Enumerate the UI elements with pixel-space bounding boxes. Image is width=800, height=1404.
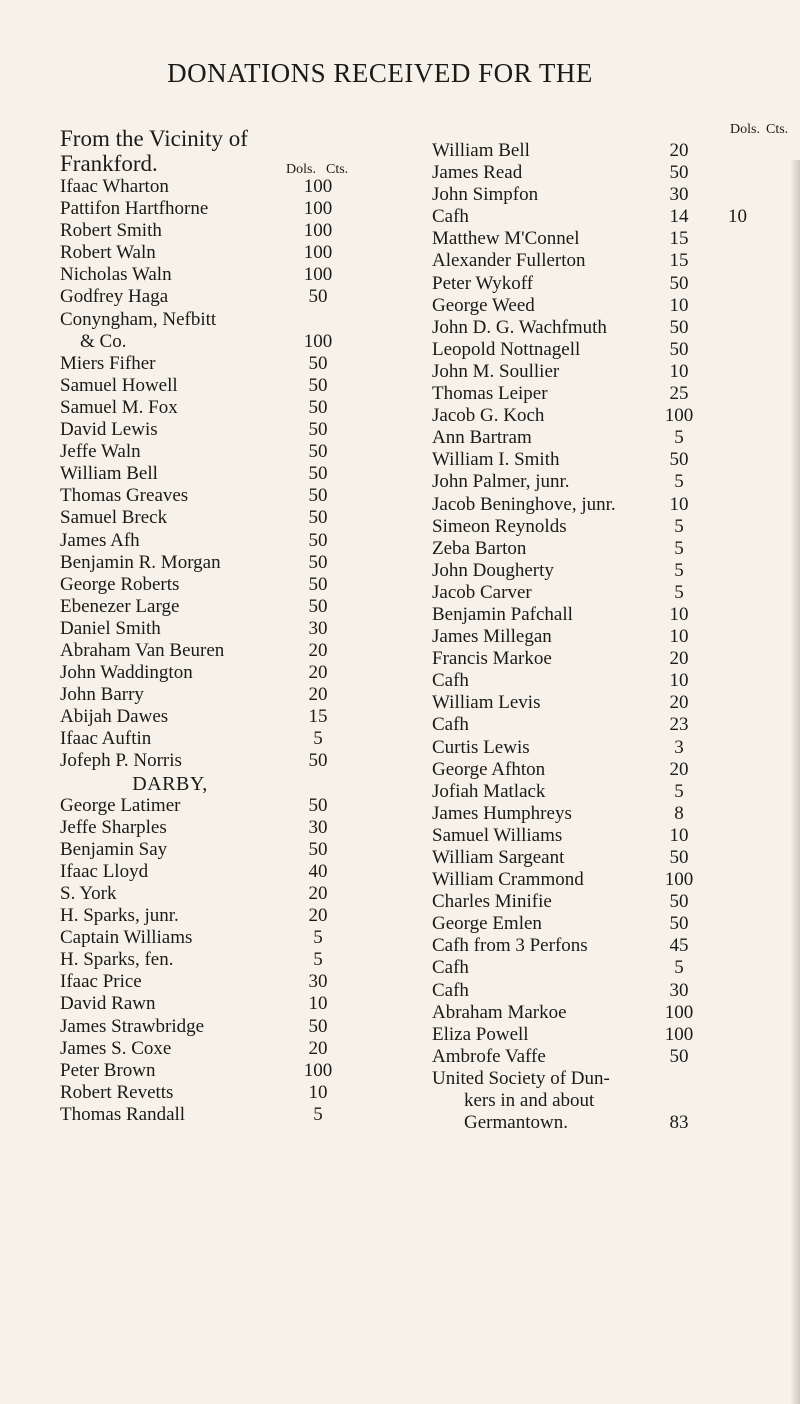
donor-name: Samuel M. Fox: [60, 396, 178, 418]
donation-amount: 50: [308, 352, 328, 374]
donor-name: Thomas Randall: [60, 1103, 186, 1125]
donation-amount: 20: [669, 758, 689, 780]
donor-name: S. York: [60, 883, 117, 904]
donation-amount: 20: [308, 639, 328, 661]
donor-name: Jeffe Waln: [60, 441, 141, 463]
donation-row: [60, 552, 400, 574]
donation-row: [408, 140, 800, 162]
donation-amount: 10: [669, 493, 689, 515]
donation-amount: 8: [674, 802, 684, 824]
donation-row: [408, 1112, 800, 1134]
donation-amount: 50: [308, 419, 328, 441]
donor-name: Samuel Howell: [60, 374, 178, 396]
donation-amount: 50: [308, 286, 328, 308]
donation-amount: 25: [669, 383, 689, 405]
donation-row: [60, 309, 400, 331]
donor-name: Benjamin Pafchall: [432, 603, 573, 625]
donor-name: James Afh: [60, 529, 140, 551]
donation-amount: 50: [308, 441, 328, 463]
donation-row: [60, 264, 400, 286]
donation-row: [60, 684, 400, 706]
donation-amount: 50: [669, 338, 689, 360]
donor-name: Abraham Van Beuren: [60, 639, 225, 661]
donation-row: [60, 1104, 400, 1126]
donation-row: [408, 913, 800, 935]
donation-amount: 15: [669, 250, 689, 272]
donation-amount: 20: [308, 905, 328, 927]
donation-row: [408, 714, 800, 736]
donor-name: David Lewis: [60, 419, 158, 441]
donor-name: Peter Wykoff: [432, 272, 534, 294]
donation-amount: 100: [664, 869, 694, 891]
donor-name: John Barry: [60, 684, 144, 706]
donor-name: Ann Bartram: [432, 427, 532, 449]
donation-row: [60, 1082, 400, 1104]
donation-row: [60, 286, 400, 308]
donation-row: [408, 184, 800, 206]
donor-name: Cafh: [432, 670, 469, 692]
donation-row: [60, 905, 400, 927]
donor-name: United Society of Dun-: [432, 1067, 610, 1089]
donation-row: [60, 1060, 400, 1082]
donation-amount: 5: [674, 515, 684, 537]
donation-row: [60, 463, 400, 485]
donation-row: [60, 375, 400, 397]
donor-name: John Waddington: [60, 662, 193, 684]
donation-row: [408, 471, 800, 493]
donation-row: [408, 935, 800, 957]
donor-name: Captain Williams: [60, 927, 193, 949]
donation-row: [408, 1090, 800, 1112]
donation-row: [408, 869, 800, 891]
donor-name: H. Sparks, fen.: [60, 949, 174, 971]
donor-name: William Bell: [60, 463, 158, 485]
donor-name: James S. Coxe: [60, 1037, 172, 1059]
donor-name: Germantown.: [464, 1112, 568, 1134]
donation-row: [60, 530, 400, 552]
dollars-label: Dols.: [730, 122, 760, 137]
donation-amount: 23: [669, 714, 689, 736]
donation-amount: 50: [669, 272, 689, 294]
donation-amount: 50: [308, 595, 328, 617]
donor-name: Jacob Beninghove, junr.: [432, 493, 616, 515]
donation-amount: 40: [308, 860, 328, 882]
donation-amount: 50: [308, 463, 328, 485]
donation-amount: 100: [664, 1001, 694, 1023]
donor-name: George Emlen: [432, 913, 542, 935]
donor-name: Robert Smith: [60, 220, 162, 242]
donation-row: [60, 485, 400, 507]
donor-name: Eliza Powell: [432, 1023, 529, 1045]
donor-name: John Dougherty: [432, 559, 554, 581]
donation-row: [60, 331, 400, 353]
donation-row: [408, 803, 800, 825]
donation-row: [60, 242, 400, 264]
donor-name: Peter Brown: [60, 1059, 156, 1081]
donation-row: [408, 538, 800, 560]
donor-name: Thomas Leiper: [432, 383, 548, 405]
donation-amount: 10: [669, 626, 689, 648]
donation-amount: 3: [674, 736, 684, 758]
donation-row: [60, 927, 400, 949]
donor-name: Curtis Lewis: [432, 736, 530, 758]
donation-amount: 50: [669, 891, 689, 913]
donor-name: William I. Smith: [432, 449, 560, 471]
donation-amount: 30: [308, 617, 328, 639]
donation-row: [408, 383, 800, 405]
donation-amount: 50: [308, 507, 328, 529]
donation-row: [408, 1002, 800, 1024]
donation-row: [408, 206, 800, 228]
donor-name: Simeon Reynolds: [432, 515, 567, 537]
donation-row: [408, 891, 800, 913]
donor-name: Cafh: [432, 957, 469, 979]
donor-name: & Co.: [80, 330, 127, 352]
donor-name: James Humphreys: [432, 802, 572, 824]
donation-row: [408, 516, 800, 538]
donation-amount: 5: [313, 949, 323, 971]
donor-name: James Read: [432, 162, 523, 184]
donation-amount: 100: [303, 198, 333, 220]
donor-name: H. Sparks, junr.: [60, 905, 179, 927]
donation-row: [60, 618, 400, 640]
donation-amount: 50: [308, 1015, 328, 1037]
donation-row: [408, 825, 800, 847]
donation-amount: 50: [308, 750, 328, 772]
donation-row: [60, 353, 400, 375]
donation-amount: 5: [674, 581, 684, 603]
donation-row: [408, 737, 800, 759]
donor-name: Godfrey Haga: [60, 286, 169, 308]
donation-amount: 30: [669, 184, 689, 206]
donation-amount: 10: [669, 670, 689, 692]
donor-name: James Strawbridge: [60, 1015, 205, 1037]
section-subheading: [60, 773, 400, 795]
donor-name: Robert Revetts: [60, 1081, 174, 1103]
donation-row: [408, 228, 800, 250]
left-column: [60, 126, 400, 1126]
donor-name: Benjamin R. Morgan: [60, 551, 221, 573]
donation-row: [408, 361, 800, 383]
donation-row: [408, 250, 800, 272]
donor-name: George Afhton: [432, 758, 546, 780]
donor-name: Francis Markoe: [432, 648, 552, 670]
donor-name: William Sargeant: [432, 847, 565, 868]
donation-row: [60, 839, 400, 861]
donor-name: Jofeph P. Norris: [60, 750, 182, 772]
donation-row: [60, 971, 400, 993]
donor-name: Cafh: [432, 714, 469, 736]
dollars-label: Dols.: [286, 162, 316, 177]
donation-row: [60, 993, 400, 1015]
donation-amount: 50: [669, 162, 689, 184]
donation-amount: 20: [308, 1037, 328, 1059]
donor-name: Abijah Dawes: [60, 706, 169, 728]
donation-row: [408, 604, 800, 626]
donation-row: [60, 176, 400, 198]
donation-row: [408, 670, 800, 692]
donation-amount: 15: [308, 706, 328, 728]
donation-cents: 10: [728, 206, 747, 228]
donation-row: [60, 817, 400, 839]
donation-amount: 5: [313, 927, 323, 949]
donation-amount: 14: [669, 206, 689, 228]
donation-row: [408, 560, 800, 582]
donor-name: Miers Fifher: [60, 352, 156, 374]
donation-amount: 50: [308, 794, 328, 816]
donation-amount: 50: [308, 485, 328, 507]
donation-row: [60, 198, 400, 220]
donation-amount: 50: [308, 838, 328, 860]
donation-row: [60, 220, 400, 242]
donor-name: Benjamin Say: [60, 838, 168, 860]
donor-name: Cafh: [432, 206, 469, 228]
donor-name: John M. Soullier: [432, 360, 560, 382]
donation-row: [408, 494, 800, 516]
donor-name: Ifaac Price: [60, 971, 142, 993]
donor-name: David Rawn: [60, 993, 156, 1015]
donation-amount: 20: [669, 140, 689, 161]
donation-row: [60, 419, 400, 441]
donation-amount: 5: [674, 427, 684, 449]
donor-name: William Levis: [432, 692, 541, 714]
donation-row: [60, 596, 400, 618]
donor-name: Nicholas Waln: [60, 264, 172, 286]
donation-row: [408, 759, 800, 781]
donor-name: kers in and about: [464, 1090, 595, 1112]
donor-name: Ebenezer Large: [60, 595, 180, 617]
donation-amount: 50: [669, 847, 689, 868]
donor-name: George Roberts: [60, 573, 180, 595]
donation-amount: 20: [669, 692, 689, 714]
donation-amount: 50: [669, 449, 689, 471]
donation-row: [60, 662, 400, 684]
page-edge-shadow: [790, 160, 800, 1404]
donation-row: [408, 957, 800, 979]
donation-amount: 100: [303, 242, 333, 264]
donation-amount: 5: [674, 559, 684, 581]
donation-amount: 100: [303, 330, 333, 352]
donation-amount: 100: [664, 1023, 694, 1045]
donation-row: [408, 692, 800, 714]
donor-name: James Millegan: [432, 626, 552, 648]
donor-name: John Palmer, junr.: [432, 471, 570, 493]
donor-name: Pattifon Hartfhorne: [60, 198, 209, 220]
donation-amount: 50: [308, 529, 328, 551]
donor-name: John Simpfon: [432, 184, 539, 206]
donation-row: [408, 626, 800, 648]
donation-amount: 30: [308, 971, 328, 993]
donation-amount: 20: [308, 883, 328, 904]
donation-row: [60, 397, 400, 419]
donation-row: [60, 574, 400, 596]
donation-amount: 20: [308, 684, 328, 706]
donation-amount: 50: [308, 396, 328, 418]
donation-amount: 50: [669, 913, 689, 935]
donation-row: [60, 883, 400, 905]
donor-name: Alexander Fullerton: [432, 250, 586, 272]
donation-amount: 5: [313, 1103, 323, 1125]
donation-row: [408, 427, 800, 449]
donor-name: Ambrofe Vaffe: [432, 1045, 546, 1067]
donation-amount: 100: [303, 1059, 333, 1081]
donation-amount: 5: [674, 780, 684, 802]
donor-name: John D. G. Wachfmuth: [432, 316, 607, 338]
donor-name: Zeba Barton: [432, 537, 527, 559]
donation-amount: 50: [308, 551, 328, 573]
donation-amount: 10: [669, 294, 689, 316]
donation-amount: 20: [308, 662, 328, 684]
donation-row: [408, 1068, 800, 1090]
donation-row: [408, 339, 800, 361]
donor-name: George Weed: [432, 294, 535, 316]
donation-row: [60, 507, 400, 529]
donation-row: [408, 847, 800, 869]
donation-row: [408, 1046, 800, 1068]
donation-row: [408, 781, 800, 803]
donation-amount: 10: [669, 824, 689, 846]
donor-name: Thomas Greaves: [60, 485, 189, 507]
subheading-text: DARBY,: [132, 772, 208, 795]
donor-name: George Latimer: [60, 794, 181, 816]
donor-name: Samuel Breck: [60, 507, 168, 529]
donation-row: [408, 980, 800, 1002]
donation-amount: 100: [303, 264, 333, 286]
right-column: [408, 122, 800, 1134]
donor-name: Matthew M'Connel: [432, 228, 580, 250]
cents-label: Cts.: [766, 122, 789, 137]
donor-name: Jacob G. Koch: [432, 405, 545, 427]
donor-name: Leopold Nottnagell: [432, 338, 581, 360]
donation-row: [60, 861, 400, 883]
donation-amount: 50: [669, 316, 689, 338]
donation-row: [60, 728, 400, 750]
donation-amount: 50: [308, 374, 328, 396]
donor-name: Jeffe Sharples: [60, 816, 167, 838]
donation-row: [60, 1016, 400, 1038]
donation-row: [408, 648, 800, 670]
donation-amount: 50: [308, 573, 328, 595]
donation-amount: 100: [303, 220, 333, 242]
donation-amount: 20: [669, 648, 689, 670]
donation-amount: 83: [669, 1112, 689, 1134]
donation-row: [408, 449, 800, 471]
left-donation-list: [60, 176, 400, 1126]
donation-amount: 10: [669, 603, 689, 625]
donation-amount: 30: [669, 979, 689, 1001]
donor-name: William Bell: [432, 140, 530, 161]
donor-name: Abraham Markoe: [432, 1001, 567, 1023]
donor-name: Samuel Williams: [432, 824, 563, 846]
donation-amount: 10: [308, 1081, 328, 1103]
donation-amount: 100: [664, 405, 694, 427]
donation-row: [408, 405, 800, 427]
donation-row: [60, 795, 400, 817]
donation-row: [60, 750, 400, 772]
donation-amount: 5: [674, 471, 684, 493]
donation-row: [408, 273, 800, 295]
donation-amount: 10: [669, 360, 689, 382]
donor-name: Charles Minifie: [432, 891, 552, 913]
donor-name: Conyngham, Nefbitt: [60, 308, 217, 330]
donation-amount: 100: [303, 176, 333, 197]
donor-name: Cafh: [432, 979, 469, 1001]
cents-label: Cts.: [326, 162, 349, 177]
donation-row: [60, 949, 400, 971]
donor-name: Daniel Smith: [60, 617, 161, 639]
donation-amount: 5: [674, 957, 684, 979]
donor-name: Jofiah Matlack: [432, 780, 546, 802]
donation-row: [60, 441, 400, 463]
donation-row: [408, 295, 800, 317]
donation-amount: 10: [308, 993, 328, 1015]
donor-name: Jacob Carver: [432, 581, 532, 603]
donation-amount: 30: [308, 816, 328, 838]
donor-name: Ifaac Auftin: [60, 728, 152, 750]
donation-amount: 50: [669, 1045, 689, 1067]
donation-amount: 45: [669, 935, 689, 957]
right-donation-list: [408, 140, 800, 1134]
section-heading-frankford: From the Vicinity of Frankford.: [60, 126, 248, 176]
donor-name: Robert Waln: [60, 242, 156, 264]
page-header: DONATIONS RECEIVED FOR THE: [167, 58, 593, 88]
donor-name: Ifaac Lloyd: [60, 860, 149, 882]
donation-row: [408, 1024, 800, 1046]
donation-row: [60, 1038, 400, 1060]
donation-row: [60, 640, 400, 662]
donor-name: Ifaac Wharton: [60, 176, 169, 197]
donation-amount: 15: [669, 228, 689, 250]
donation-amount: 5: [313, 728, 323, 750]
donor-name: Cafh from 3 Perfons: [432, 935, 588, 957]
donation-row: [408, 317, 800, 339]
donation-row: [408, 582, 800, 604]
donation-row: [60, 706, 400, 728]
donation-row: [408, 162, 800, 184]
donor-name: William Crammond: [432, 869, 584, 891]
donation-amount: 5: [674, 537, 684, 559]
